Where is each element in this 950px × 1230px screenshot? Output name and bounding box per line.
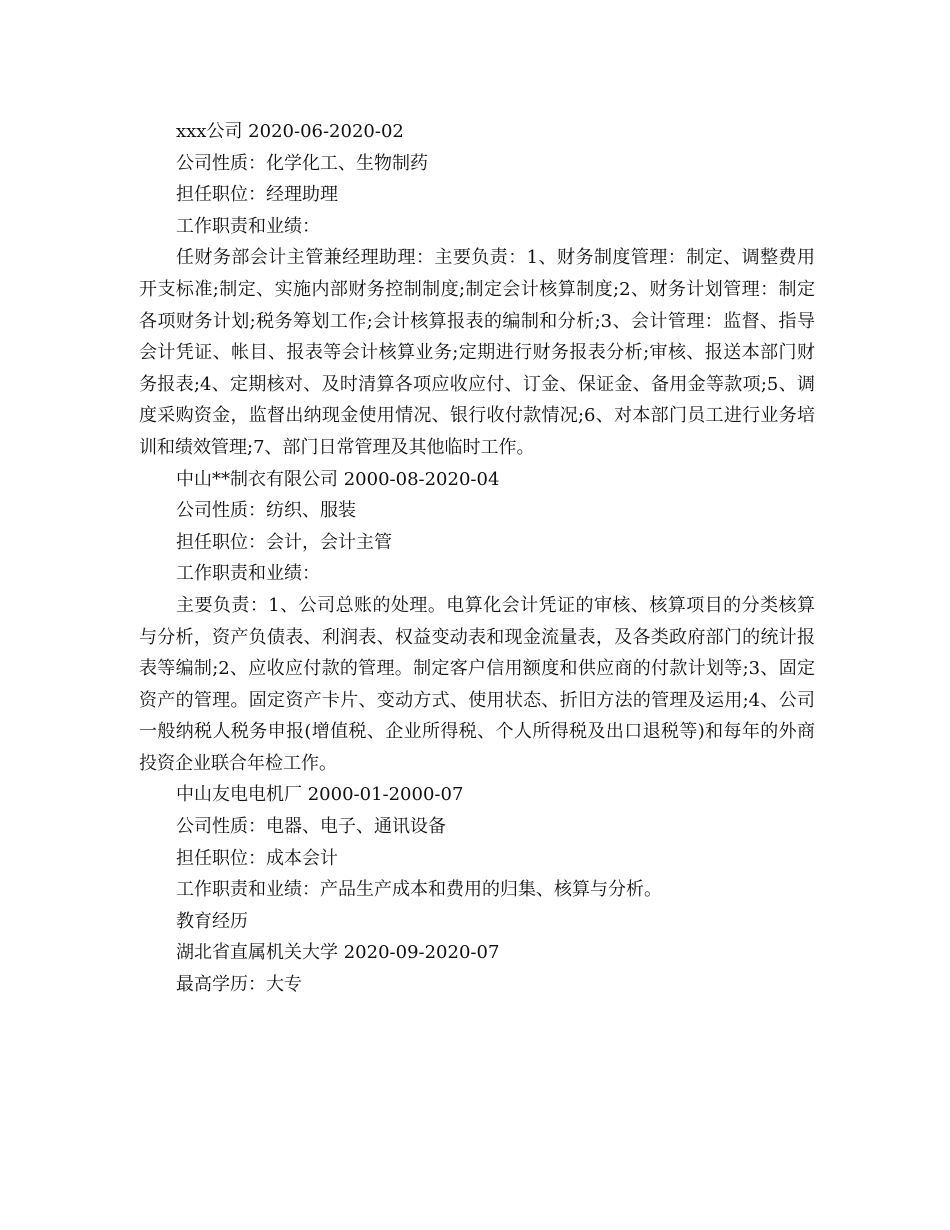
job2-company-type: 公司性质：纺织、服装 bbox=[176, 500, 356, 522]
job3-company-period: 中山友电电机厂 2000-01-2000-07 bbox=[176, 784, 464, 806]
job1-duties-text: 任财务部会计主管兼经理助理：主要负责：1、财务制度管理：制定、调整费用开支标准;制定、实施内部财务控制制度;制定会计核算制度;2、财务计划管理：制定各项财务计划;税务筹划工作;会计核算报表的编制和分析;3、会计管理：监督、指导会计凭证、帐目、报表等会计核算业务;定期进行财务报表分析;审核、报送本部门财务报表;4、定期核对、及时清算各项应收应付、订金、保证金、备用金等款项;5、调度采购资金，监督出纳现金使用情况、银行收付款情况;6、对本部门员工进行业务培训和绩效管理;7、部门日常管理及其他临时工作。 bbox=[139, 247, 815, 458]
education-degree: 最高学历：大专 bbox=[176, 974, 302, 996]
job3-duties: 工作职责和业绩：产品生产成本和费用的归集、核算与分析。 bbox=[176, 879, 662, 901]
job1-position: 担任职位：经理助理 bbox=[176, 184, 338, 206]
job2-duties-heading: 工作职责和业绩： bbox=[176, 563, 320, 585]
education-school-period: 湖北省直属机关大学 2020-09-2020-07 bbox=[176, 942, 500, 964]
job3-position: 担任职位：成本会计 bbox=[176, 847, 338, 869]
job2-duties-text: 主要负责：1、公司总账的处理。电算化会计凭证的审核、核算项目的分类核算与分析，资产负债表、利润表、权益变动表和现金流量表，及各类政府部门的统计报表等编制;2、应收应付款的管理。制定客户信用额度和供应商的付款计划等;3、固定资产的管理。固定资产卡片、变动方式、使用状态、折旧方法的管理及运用;4、公司一般纳税人税务申报(增值税、企业所得税、个人所得税及出口退税等)和每年的外商投资企业联合年检工作。 bbox=[139, 594, 815, 774]
resume-content bbox=[139, 116, 815, 1001]
job2-company-period: 中山**制衣有限公司 2000-08-2020-04 bbox=[176, 468, 500, 490]
job1-company-period: xxx公司 2020-06-2020-02 bbox=[176, 121, 404, 142]
job3-company-type: 公司性质：电器、电子、通讯设备 bbox=[176, 816, 446, 838]
job1-company-type: 公司性质：化学化工、生物制药 bbox=[176, 152, 428, 174]
job1-duties-heading: 工作职责和业绩： bbox=[176, 215, 320, 237]
job2-position: 担任职位：会计，会计主管 bbox=[176, 531, 392, 553]
education-heading: 教育经历 bbox=[176, 910, 248, 932]
